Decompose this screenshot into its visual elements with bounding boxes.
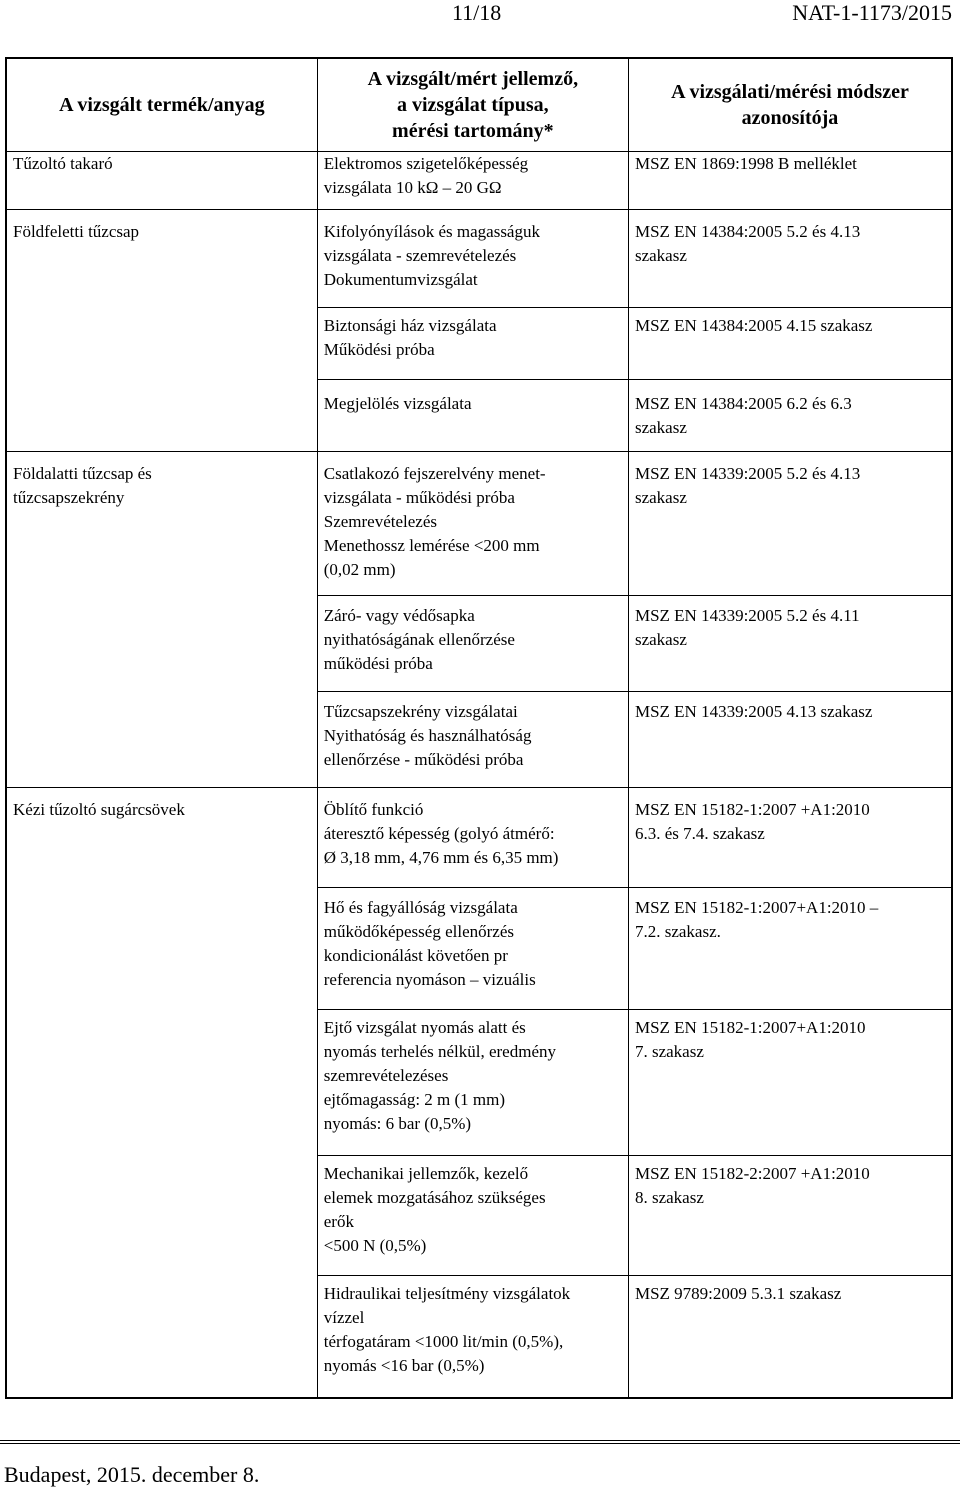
cell-test: Hő és fagyállóság vizsgálata működőképesség ellenőrzés kondicionálást követően pr referencia nyomáson – vizuális: [317, 888, 628, 1010]
cell-product: [6, 596, 317, 692]
cell-method: MSZ EN 15182-1:2007 +A1:2010 6.3. és 7.4. szakasz: [628, 788, 952, 888]
cell-method: MSZ EN 15182-2:2007 +A1:2010 8. szakasz: [628, 1156, 952, 1276]
table-row: [6, 210, 952, 308]
footer-place-date: Budapest, 2015. december 8.: [4, 1462, 260, 1487]
cell-method: MSZ EN 14339:2005 5.2 és 4.11 szakasz: [628, 596, 952, 692]
cell-test: Hidraulikai teljesítmény vizsgálatok vízzel térfogatáram <1000 lit/min (0,5%), nyomás <16 bar (0,5%): [317, 1276, 628, 1398]
page-header: [0, 0, 960, 40]
table-row: [6, 308, 952, 380]
cell-method: MSZ EN 15182-1:2007+A1:2010 7. szakasz: [628, 1010, 952, 1156]
accreditation-table: [5, 57, 953, 1399]
cell-test: Öblítő funkció áteresztő képesség (golyó átmérő: Ø 3,18 mm, 4,76 mm és 6,35 mm): [317, 788, 628, 888]
table-row: [6, 888, 952, 1010]
table-row: [6, 152, 952, 210]
cell-test: Elektromos szigetelőképesség vizsgálata 10 kΩ – 20 GΩ: [317, 152, 628, 210]
header-method: A vizsgálati/mérési módszer azonosítója: [628, 58, 952, 152]
cell-test: Mechanikai jellemzők, kezelő elemek mozgatásához szükséges erők <500 N (0,5%): [317, 1156, 628, 1276]
cell-product: [6, 692, 317, 788]
footer-divider: [0, 1440, 960, 1441]
cell-method: MSZ EN 15182-1:2007+A1:2010 – 7.2. szakasz.: [628, 888, 952, 1010]
table-header-row: [6, 58, 952, 152]
cell-test: Ejtő vizsgálat nyomás alatt és nyomás terhelés nélkül, eredmény szemrevételezéses ejtőmagasság: 2 m (1 mm) nyomás: 6 bar (0,5%): [317, 1010, 628, 1156]
table-row: [6, 788, 952, 888]
cell-product: [6, 1156, 317, 1276]
table-row: [6, 692, 952, 788]
table-row: [6, 1010, 952, 1156]
header-test: A vizsgált/mért jellemző, a vizsgálat típusa, mérési tartomány*: [317, 58, 628, 152]
cell-test: Megjelölés vizsgálata: [317, 380, 628, 452]
cell-method: MSZ EN 14339:2005 5.2 és 4.13 szakasz: [628, 452, 952, 596]
table-row: [6, 452, 952, 596]
cell-test: Kifolyónyílások és magasságuk vizsgálata - szemrevételezés Dokumentumvizsgálat: [317, 210, 628, 308]
cell-product: [6, 380, 317, 452]
cell-test: Biztonsági ház vizsgálata Működési próba: [317, 308, 628, 380]
cell-test: Csatlakozó fejszerelvény menet- vizsgálata - működési próba Szemrevételezés Menethossz lemérése <200 mm (0,02 mm): [317, 452, 628, 596]
table-row: [6, 380, 952, 452]
cell-product: Földfeletti tűzcsap: [6, 210, 317, 308]
cell-product: [6, 308, 317, 380]
header-product: A vizsgált termék/anyag: [6, 58, 317, 152]
cell-method: MSZ EN 14384:2005 5.2 és 4.13 szakasz: [628, 210, 952, 308]
document-id: NAT-1-1173/2015: [792, 0, 952, 25]
cell-test: Záró- vagy védősapka nyithatóságának ellenőrzése működési próba: [317, 596, 628, 692]
cell-product: [6, 1276, 317, 1398]
cell-test: Tűzcsapszekrény vizsgálatai Nyithatóság és használhatóság ellenőrzése - működési próba: [317, 692, 628, 788]
cell-method: MSZ EN 14384:2005 6.2 és 6.3 szakasz: [628, 380, 952, 452]
cell-product: Kézi tűzoltó sugárcsövek: [6, 788, 317, 888]
cell-method: MSZ EN 1869:1998 B melléklet: [628, 152, 952, 210]
footer-divider-second: [0, 1443, 960, 1444]
cell-product: [6, 1010, 317, 1156]
cell-method: MSZ EN 14339:2005 4.13 szakasz: [628, 692, 952, 788]
table-row: [6, 1276, 952, 1398]
cell-product: [6, 888, 317, 1010]
cell-product: Földalatti tűzcsap és tűzcsapszekrény: [6, 452, 317, 596]
page-number: 11/18: [452, 0, 502, 25]
cell-method: MSZ EN 14384:2005 4.15 szakasz: [628, 308, 952, 380]
table-row: [6, 596, 952, 692]
table-row: [6, 1156, 952, 1276]
cell-method: MSZ 9789:2009 5.3.1 szakasz: [628, 1276, 952, 1398]
cell-product: Tűzoltó takaró: [6, 152, 317, 210]
